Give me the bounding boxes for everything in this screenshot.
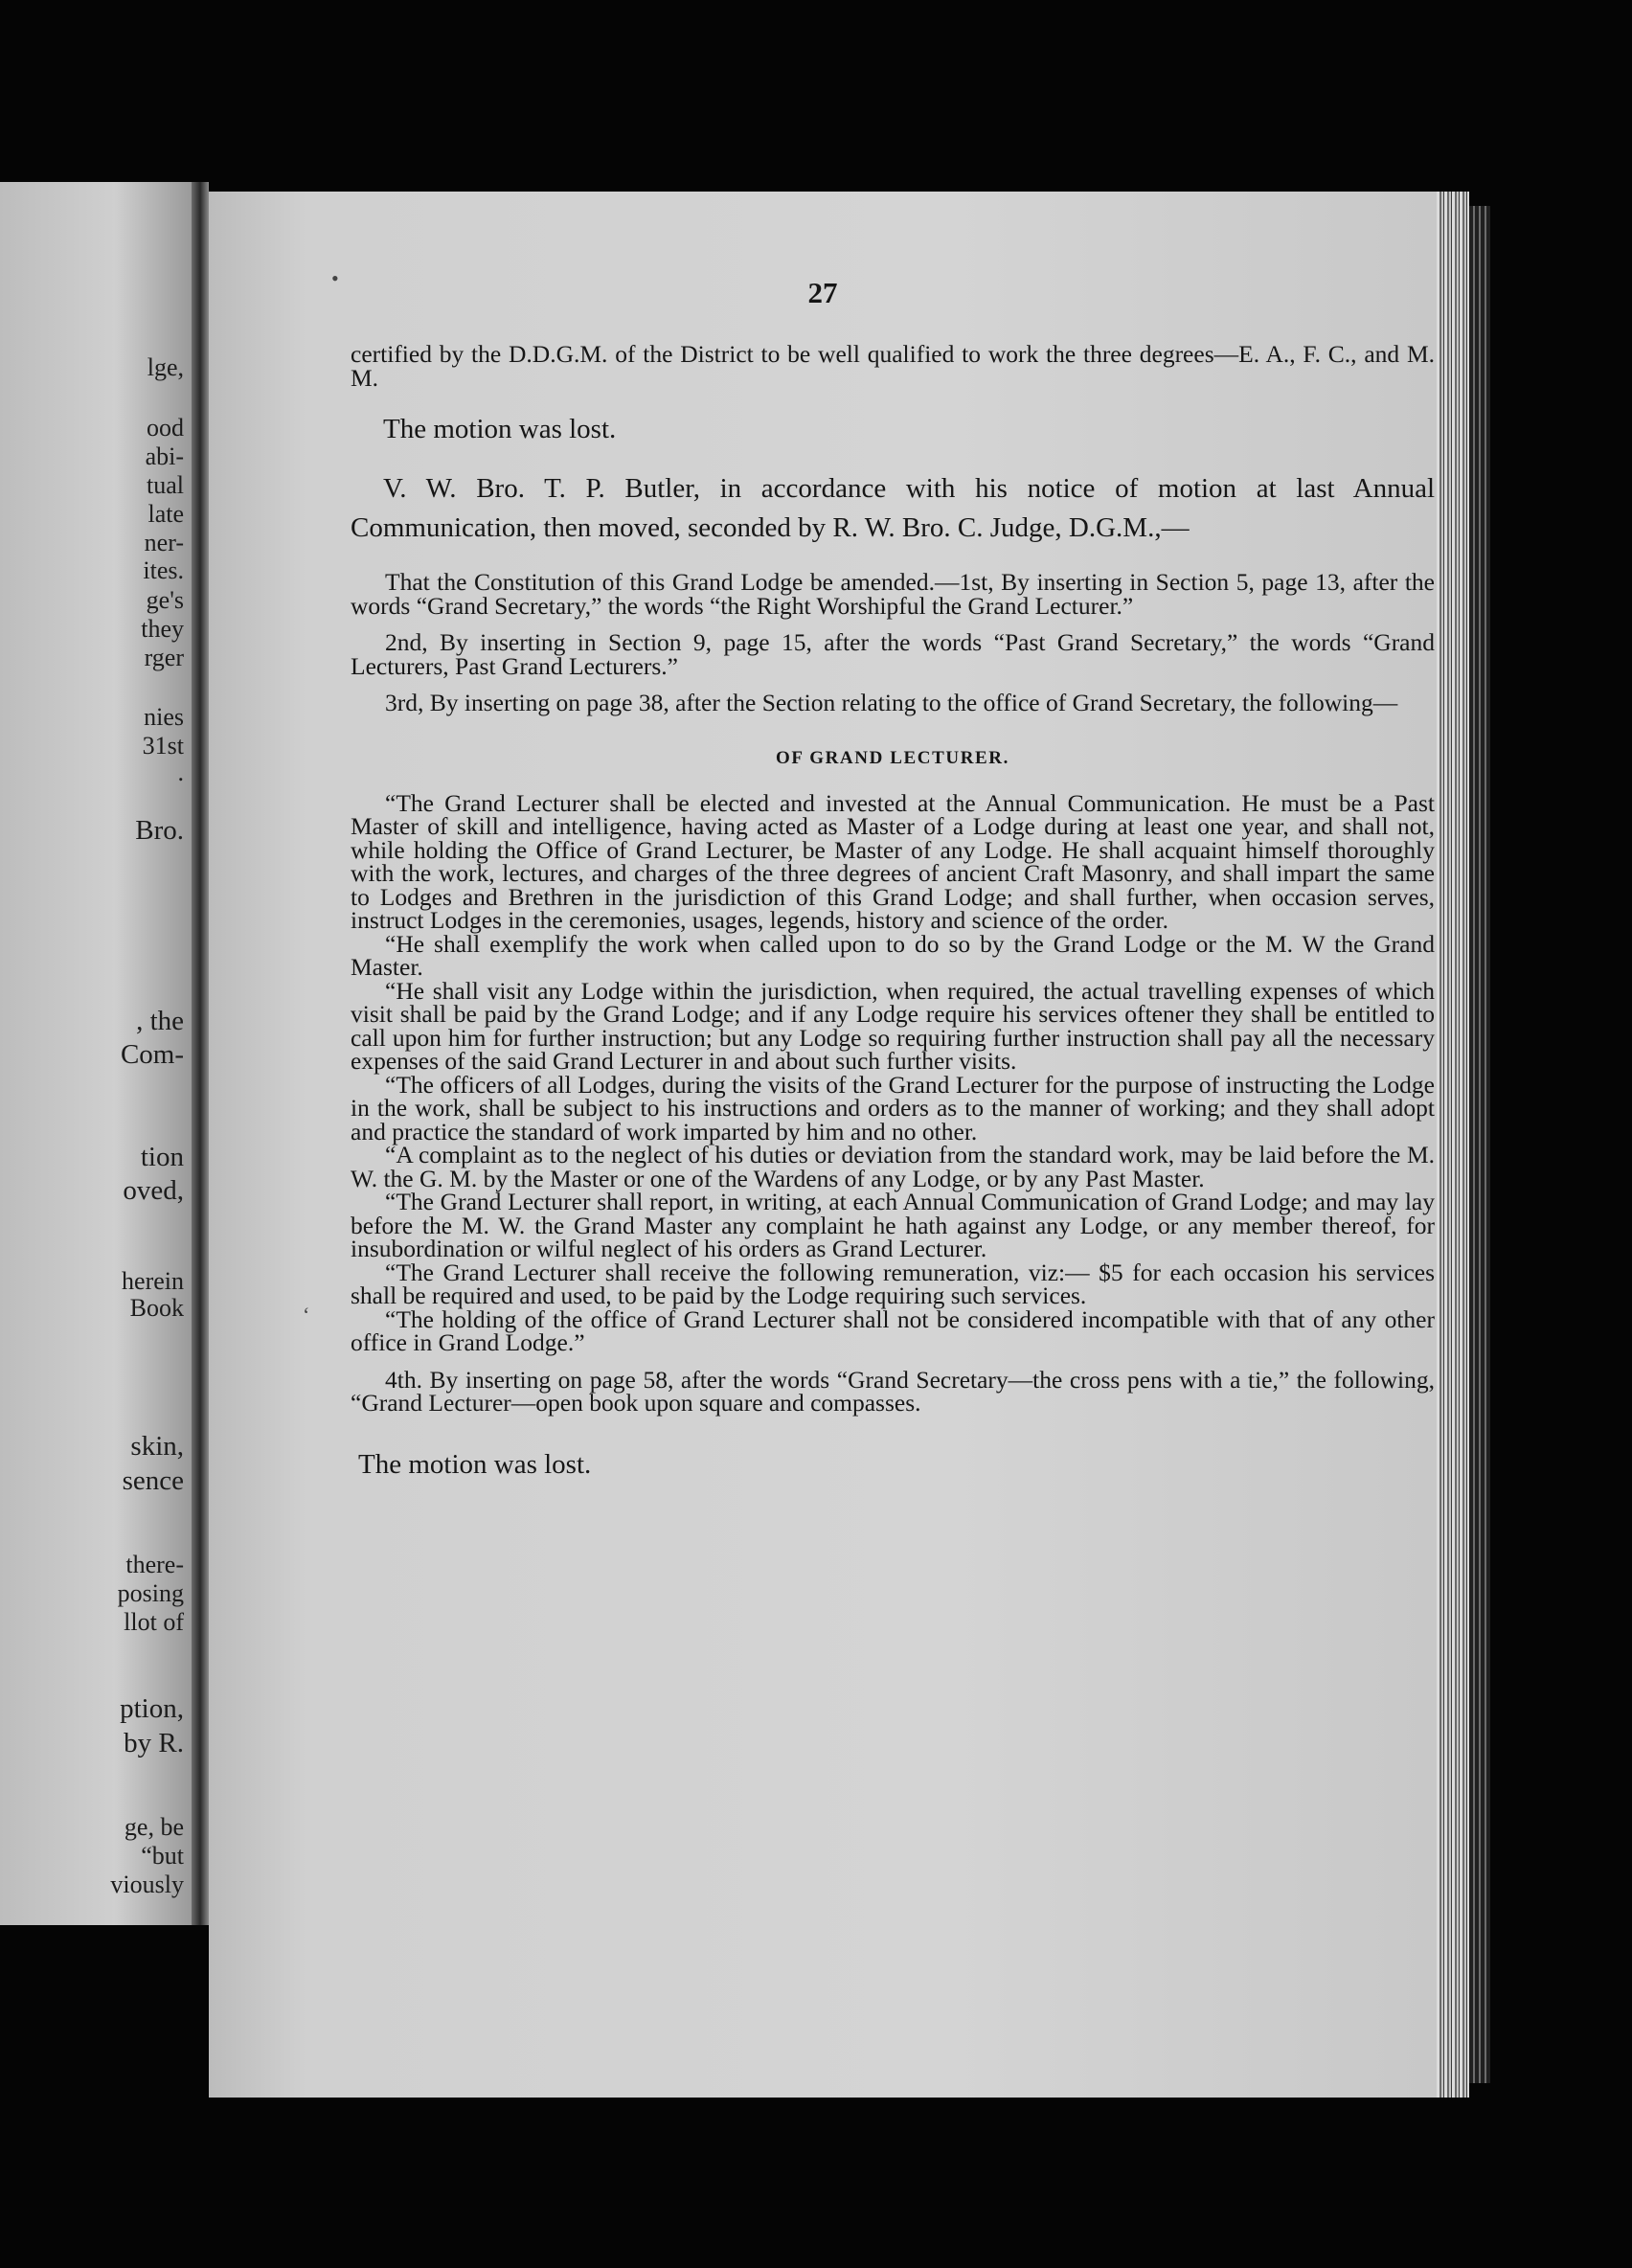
paragraph: 2nd, By inserting in Section 9, page 15, after the words “Past Grand Secretary,” the words “Grand Lecturers, Past Grand Lecturers.” <box>351 628 1435 680</box>
paragraph: “The holding of the office of Grand Lecturer shall not be considered incompatible with that of any other office in Grand Lodge.” <box>351 1304 1435 1356</box>
motion-paragraph: V. W. Bro. T. P. Butler, in accordance with his notice of motion at last Annual Communication, then moved, seconded by R. W. Bro. C. Judge, D.G.M.,— <box>351 473 1435 543</box>
left-fragment: tion <box>140 1142 184 1172</box>
motion-result: The motion was lost. <box>358 1448 592 1480</box>
paragraph: 3rd, By inserting on page 38, after the Section relating to the office of Grand Secretary, the following— <box>385 689 1398 716</box>
paragraph: “He shall visit any Lodge within the jurisdiction, when required, the actual travelling expenses of which visit shall be paid by the Grand Lodge; and if any Lodge require his services oftener they shall be entitled to call upon him for further instruction; but any Lodge so requiring further instruction shall pay all the necessary expenses of the said Grand Lecturer in and about such further visits. <box>351 976 1435 1075</box>
left-fragment: skin, <box>130 1431 184 1462</box>
page-edges <box>1469 206 1490 2083</box>
left-fragment: nies <box>144 703 184 731</box>
paragraph: “The Grand Lecturer shall receive the following remuneration, viz:— $5 for each occasion his services shall be required and used, to be paid by the Lodge requiring such services. <box>351 1258 1435 1309</box>
left-fragment: lge, <box>147 353 184 381</box>
left-fragment: viously <box>110 1871 184 1898</box>
left-fragment: they <box>141 615 184 643</box>
left-fragment: posing <box>117 1579 184 1607</box>
main-page <box>209 192 1437 2098</box>
page-edges <box>1437 192 1469 2098</box>
paragraph: “The officers of all Lodges, during the visits of the Grand Lecturer for the purpose of instructing the Lodge in the work, shall be subject to his instructions and orders as to the manner of working; and they shall adopt and practice the standard of work imparted by him and no other. <box>351 1070 1435 1145</box>
left-fragment: ge, be <box>124 1813 184 1841</box>
left-fragment: tual <box>147 471 184 499</box>
page-number: 27 <box>807 276 838 309</box>
motion-result: The motion was lost. <box>383 414 617 444</box>
paragraph: “The Grand Lecturer shall be elected and invested at the Annual Communication. He must be a Past Master of skill and intelligence, having acted as Master of a Lodge during at least one year, and shall not, while holding the Office of Grand Lecturer, be Master of any Lodge. He shall acquaint himself thoroughly with the work, lectures, and charges of the three degrees of ancient Craft Masonry, and shall impart the same to Lodges and Brethren in the jurisdiction of this Grand Lodge; and shall further, when occasion serves, instruct Lodges in the ceremonies, usages, legends, history and science of the order. <box>351 788 1435 934</box>
paragraph: “He shall exemplify the work when called upon to do so by the Grand Lodge or the M. W the Grand Master. <box>351 929 1435 981</box>
book-gutter <box>192 182 209 1925</box>
left-fragment: ption, <box>120 1693 184 1724</box>
left-fragment: Book <box>129 1294 184 1322</box>
left-fragment: there- <box>125 1551 184 1578</box>
left-fragment: late <box>147 500 184 528</box>
page-body <box>351 340 1435 1482</box>
left-fragment: ood <box>147 414 184 442</box>
left-fragment: herein <box>122 1267 184 1295</box>
left-fragment: Com- <box>120 1039 184 1070</box>
left-fragment: “but <box>141 1842 184 1870</box>
paragraph: “The Grand Lecturer shall report, in writing, at each Annual Communication of Grand Lodge; and may lay before the M. W. the Grand Master any complaint he hath against any Lodge, or any member thereof, for insubordination or wilful neglect of his orders as Grand Lecturer. <box>351 1188 1435 1262</box>
left-fragment: Bro. <box>135 815 184 846</box>
paragraph: “A complaint as to the neglect of his duties or deviation from the standard work, may be laid before the M. W. the G. M. by the Master or one of the Wardens of any Lodge, or by any Past Master. <box>351 1141 1435 1192</box>
left-fragment: by R. <box>124 1728 184 1758</box>
left-fragment: llot of <box>124 1608 184 1636</box>
left-fragment: oved, <box>123 1175 184 1206</box>
left-fragment: ner- <box>144 529 184 556</box>
smudge-mark: ‘ <box>303 1303 310 1327</box>
left-fragment: ites. <box>143 556 184 584</box>
left-fragment: sence <box>122 1465 184 1496</box>
left-fragment: rger <box>144 644 184 671</box>
paragraph: certified by the D.D.G.M. of the District to be well qualified to work the three degrees—E. A., F. C., and M. M. <box>351 340 1435 392</box>
paragraph: 4th. By inserting on page 58, after the words “Grand Secretary—the cross pens with a tie,” the following, “Grand Lecturer—open book upon square and compasses. <box>351 1365 1435 1417</box>
left-fragment: . <box>177 759 184 786</box>
left-fragment: , the <box>136 1006 184 1036</box>
section-heading: OF GRAND LECTURER. <box>776 747 1009 768</box>
left-page-fragment <box>0 182 192 1925</box>
left-fragment: ge's <box>146 586 184 614</box>
smudge-mark: • <box>331 266 339 290</box>
left-fragment: 31st <box>142 732 184 760</box>
paragraph: That the Constitution of this Grand Lodge be amended.—1st, By inserting in Section 5, page 13, after the words “Grand Secretary,” the words “the Right Worshipful the Grand Lecturer.” <box>351 568 1435 620</box>
left-fragment: abi- <box>145 442 184 470</box>
